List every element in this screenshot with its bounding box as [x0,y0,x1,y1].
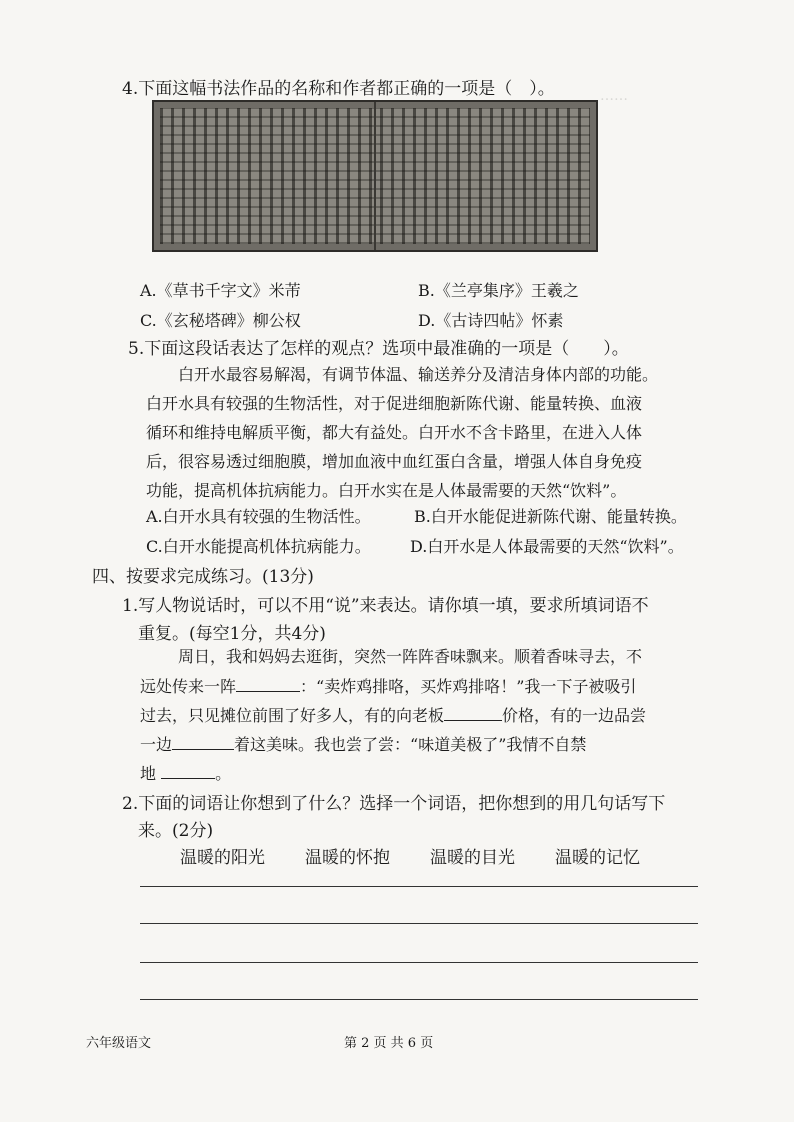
q4-option-b: B.《兰亭集序》王羲之 [418,281,579,300]
scroll-fold-line [374,102,376,250]
q5-passage-line-1: 白开水最容易解渴，有调节体温、输送养分及清洁身体内部的功能。 [178,365,659,384]
q5-passage-line-4: 后，很容易透过细胞膜，增加血液中血红蛋白含量，增强人体自身免疫 [146,452,643,471]
q4-stem: 4.下面这幅书法作品的名称和作者都正确的一项是（ ）。 [122,79,555,99]
q5-option-a: A.白开水具有较强的生物活性。 [146,507,371,526]
s4-q1-stem-line-1: 1.写人物说话时，可以不用“说”来表达。请你填一填，要求所填词语不 [122,596,649,616]
s4-q2-word-1: 温暖的阳光 [180,848,265,868]
section-4-title: 四、按要求完成练习。(13分) [92,567,314,587]
s4-q2-stem-line-2: 来。(2分) [138,821,214,841]
s4-q1-passage-line-2 [140,672,636,701]
s4-q1-text: 一边 [140,735,173,754]
s4-q2-stem-line-1: 2.下面的词语让你想到了什么？选择一个词语，把你想到的用几句话写下 [122,794,666,814]
answer-blank-4[interactable] [161,763,215,779]
s4-q1-text: 远处传来一阵 [140,677,237,696]
s4-q2-word-2: 温暖的怀抱 [305,848,390,868]
s4-q1-passage-line-5 [140,759,231,788]
q5-option-b: B.白开水能促进新陈代谢、能量转换。 [414,507,687,526]
s4-q2-word-3: 温暖的目光 [430,848,515,868]
answer-writing-line-3[interactable] [140,962,698,963]
s4-q1-passage-line-4 [140,730,586,759]
q4-option-d: D.《古诗四帖》怀素 [418,311,564,330]
s4-q1-text: 过去，只见摊位前围了好多人，有的向老板 [140,706,445,725]
q5-option-c: C.白开水能提高机体抗病能力。 [146,537,371,556]
q5-option-d: D.白开水是人体最需要的天然“饮料”。 [410,537,684,556]
s4-q1-passage-line-3 [140,701,646,730]
answer-writing-line-4[interactable] [140,999,698,1000]
answer-blank-1[interactable] [236,676,300,692]
s4-q1-text: ：“卖炸鸡排咯，买炸鸡排咯！”我一下子被吸引 [300,677,637,696]
q5-stem: 5.下面这段话表达了怎样的观点？选项中最准确的一项是（ ）。 [128,339,629,359]
calligraphy-artwork-image [152,100,598,252]
q5-passage-line-2: 白开水具有较强的生物活性，对于促进细胞新陈代谢、能量转换、血液 [146,394,643,413]
s4-q1-text: 地 [140,764,157,783]
s4-q1-passage-line-1: 周日，我和妈妈去逛街，突然一阵阵香味飘来。顺着香味寻去，不 [178,647,643,666]
s4-q1-text: 着这美味。我也尝了尝：“味道美极了”我情不自禁 [234,735,587,754]
q4-option-a: A.《草书千字文》米芾 [140,281,301,300]
s4-q1-text: 。 [215,764,232,783]
footer-subject: 六年级语文 [86,1036,152,1051]
q4-option-c: C.《玄秘塔碑》柳公权 [140,311,301,330]
s4-q1-stem-line-2: 重复。(每空1分，共4分) [138,624,326,644]
s4-q2-word-4: 温暖的记忆 [555,848,640,868]
q5-passage-line-3: 循环和维持电解质平衡，都大有益处。白开水不含卡路里，在进入人体 [146,423,643,442]
answer-writing-line-2[interactable] [140,923,698,924]
answer-writing-line-1[interactable] [140,886,698,887]
answer-blank-2[interactable] [444,705,502,721]
answer-blank-3[interactable] [172,734,234,750]
q5-passage-line-5: 功能，提高机体抗病能力。白开水实在是人体最需要的天然“饮料”。 [146,481,627,500]
s4-q1-text: 价格，有的一边品尝 [502,706,647,725]
bleed-through-mark: …… [600,88,628,104]
footer-page-number: 第 2 页 共 6 页 [344,1036,434,1051]
